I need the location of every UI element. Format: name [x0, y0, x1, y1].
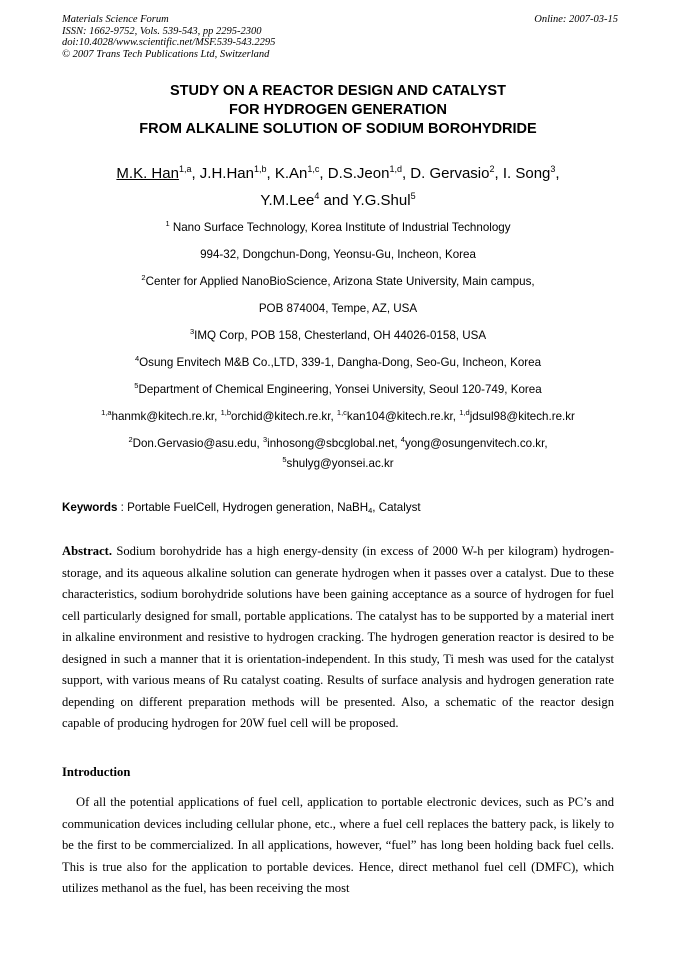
email-address: jdsul98@kitech.re.kr	[469, 410, 575, 423]
title-line-2: FOR HYDROGEN GENERATION	[228, 102, 448, 118]
author-affil-mark: 1,a	[178, 164, 192, 174]
affiliation-line: $^3$IMQ Corp, POB 158, Chesterland, OH 44026-0158, USA	[189, 327, 487, 342]
author-name: M.K. Han	[116, 165, 179, 182]
title-line-1: STUDY ON A REACTOR DESIGN AND CATALYST	[170, 83, 506, 99]
authors-and: and	[323, 192, 349, 209]
introduction-paragraph: Of all the potential applications of fuel cell, application to portable electronic devices, such as PC’s and communication devices including cellular phone, etc., where a fuel cell replaces the battery pack, is likely to be the first to be commercialized. In all applications, however, “fuel” has long been holding back fuel cells. This is true also for the application to portable devices. Hence, direct methanol fuel cell (DMFC), which utilizes methanol as the fuel, has been receiving the most	[62, 795, 614, 895]
author-affil-mark: 3	[550, 164, 556, 174]
issn-line: ISSN: 1662-9752, Vols. 539-543, pp 2295-2300	[62, 25, 262, 37]
affiliation-block	[62, 218, 614, 474]
author-name: J.H.Han	[199, 165, 254, 182]
author-list	[62, 160, 614, 214]
author-name: D.S.Jeon	[327, 165, 390, 182]
author-name: K.An	[274, 165, 308, 182]
doi-line: doi:10.4028/www.scientific.net/MSF.539-543.2295	[62, 37, 276, 48]
journal-header	[62, 14, 618, 60]
author-affil-mark: 2	[489, 164, 495, 174]
affiliation-line: $^4$Osung Envitech M&B Co.,LTD, 339-1, Dangha-Dong, Seo-Gu, Incheon, Korea	[134, 354, 542, 369]
email-address: inhosong@sbcglobal.net	[267, 437, 395, 450]
email-address: kan104@kitech.re.kr	[346, 410, 453, 423]
affiliation-line: POB 874004, Tempe, AZ, USA	[258, 302, 418, 315]
affiliation-line: $^1$ Nano Surface Technology, Korea Institute of Industrial Technology	[165, 219, 511, 234]
affiliation-line: $^2$Center for Applied NanoBioScience, Arizona State University, Main campus,	[141, 273, 535, 288]
author-line-1: M.K. Han$^{1,a}$, J.H.Han$^{1,b}$, K.An$^{1,c}$, D.S.Jeon$^{1,d}$, D. Gervasio$^2$, I. Song$^3$,	[116, 164, 560, 182]
abstract-label: Abstract.	[62, 544, 113, 558]
keywords-label: Keywords	[62, 501, 118, 514]
author-name: D. Gervasio	[410, 165, 490, 182]
abstract-paragraph	[62, 541, 614, 735]
email-address: Don.Gervasio@asu.edu	[132, 437, 257, 450]
affiliation-line: $^5$Department of Chemical Engineering, Yonsei University, Seoul 120-749, Korea	[134, 381, 542, 396]
email-address: yong@osungenvitech.co.kr	[404, 437, 545, 450]
copyright-line: © 2007 Trans Tech Publications Ltd, Switzerland	[62, 48, 270, 60]
title-line-3: FROM ALKALINE SOLUTION OF SODIUM BOROHYDRIDE	[139, 121, 537, 137]
email-address: orchid@kitech.re.kr	[231, 410, 331, 423]
online-date: Online: 2007-03-15	[534, 14, 618, 25]
keywords-text: Portable FuelCell, Hydrogen generation, NaBH	[127, 501, 369, 514]
affiliation-line: 994-32, Dongchun-Dong, Yeonsu-Gu, Incheon, Korea	[200, 248, 476, 261]
author-affil-mark: 4	[314, 191, 320, 201]
email-address: hanmk@kitech.re.kr	[111, 410, 215, 423]
email-line: $^{1,a}$hanmk@kitech.re.kr, $^{1,b}$orchid@kitech.re.kr, $^{1,c}$kan104@kitech.re.kr, $^{1,d}$jdsul98@kitech.re.kr	[101, 408, 575, 423]
author-line-2	[62, 187, 614, 214]
paper-title	[62, 82, 614, 139]
introduction-heading: Introduction	[62, 765, 131, 779]
author-name: Y.M.Lee	[260, 192, 315, 209]
author-affil-mark: 1,b	[253, 164, 267, 174]
author-affil-mark: 1,c	[307, 164, 320, 174]
author-name: I. Song	[502, 165, 551, 182]
author-affil-mark: 1,d	[389, 164, 402, 174]
author-affil-mark: 5	[410, 191, 416, 201]
email-address: shulyg@yonsei.ac.kr	[286, 457, 394, 470]
email-line: $^2$Don.Gervasio@asu.edu, $^3$inhosong@sbcglobal.net, $^4$yong@osungenvitech.co.kr, $^5$shulyg@yonsei.ac.kr	[128, 435, 548, 470]
abstract-text: Sodium borohydride has a high energy-density (in excess of 2000 W-h per kilogram) hydrogen-storage, and its aqueous alkaline solution can generate hydrogen when it passes over a catalyst. Due to these characteristics, sodium borohydride solutions have been gaining acceptance as a source of hydrogen for fuel cell particularly designed for small, portable applications. The catalyst has to be supported by a material inert in alkaline environment and resistive to hydrogen cracking. The hydrogen generation reactor is desired to be designed in such a manner that it is orientation-independent. In this study, Ti mesh was used for the catalyst support, with various means of Ru catalyst coating. Results of surface analysis and hydrogen generation rate depending on different preparation methods will be presented. Also, a schematic of the reactor design capable of producing hydrogen for 20W fuel cell will be proposed.	[62, 544, 614, 730]
journal-name: Materials Science Forum	[62, 14, 169, 25]
author-name: Y.G.Shul	[352, 192, 411, 209]
keywords-line: Keywords : Portable FuelCell, Hydrogen generation, NaBH$_4$, Catalyst	[62, 501, 421, 515]
